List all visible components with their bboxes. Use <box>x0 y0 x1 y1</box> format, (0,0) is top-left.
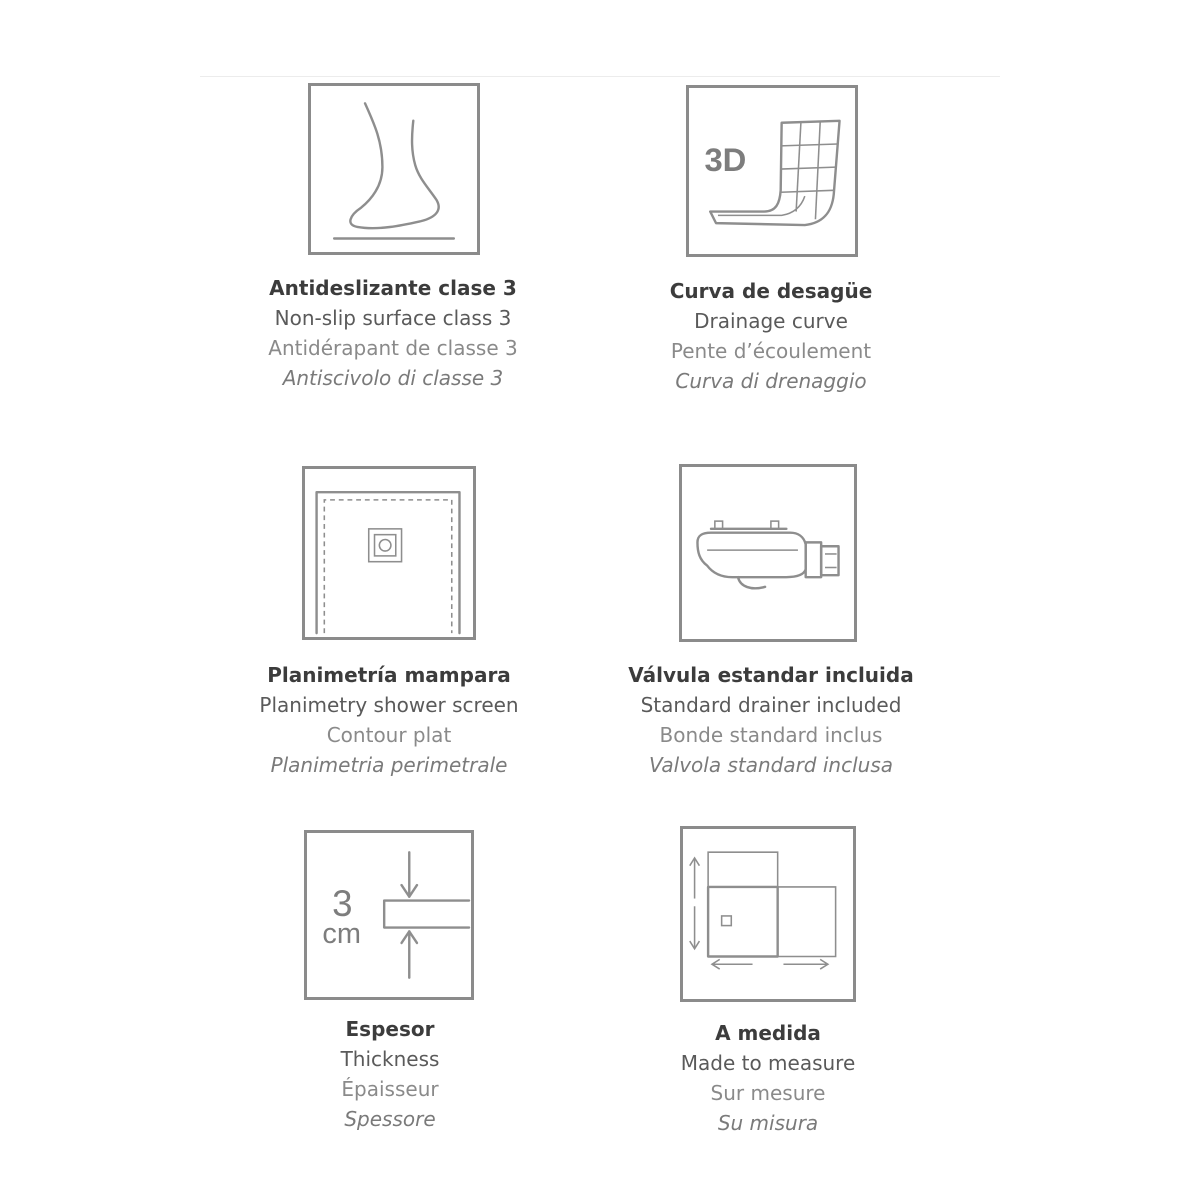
label-en: Drainage curve <box>694 309 848 333</box>
made-to-measure-icon <box>680 826 856 1002</box>
label-en: Planimetry shower screen <box>259 693 519 717</box>
foot-icon <box>308 83 480 255</box>
label-fr: Sur mesure <box>710 1081 826 1105</box>
label-en: Standard drainer included <box>640 693 902 717</box>
label-es: Curva de desagüe <box>669 279 873 303</box>
drainage-curve-3d-icon <box>686 85 858 257</box>
label-it: Curva di drenaggio <box>675 369 867 393</box>
top-divider <box>200 76 1000 77</box>
label-en: Made to measure <box>680 1051 856 1075</box>
thickness-unit: cm <box>322 917 362 950</box>
label-es: Planimetría mampara <box>267 663 511 687</box>
shower-tray-planimetry-icon <box>302 466 476 640</box>
label-it: Spessore <box>344 1107 436 1131</box>
label-fr: Antidérapant de classe 3 <box>268 336 518 360</box>
feature-made-to-measure <box>558 826 978 1146</box>
label-es: Antideslizante clase 3 <box>269 276 517 300</box>
thickness-icon <box>304 830 474 1000</box>
label-fr: Bonde standard inclus <box>659 723 883 747</box>
feature-planimetry <box>179 466 599 786</box>
label-es: Espesor <box>345 1017 435 1041</box>
drain-valve-icon <box>679 464 857 642</box>
feature-antislip <box>183 80 603 400</box>
feature-drain-valve <box>561 464 981 784</box>
label-es: A medida <box>715 1021 821 1045</box>
label-it: Planimetria perimetrale <box>270 753 508 777</box>
label-es: Válvula estandar incluida <box>628 663 914 687</box>
label-fr: Pente d’écoulement <box>670 339 872 363</box>
label-en: Non-slip surface class 3 <box>274 306 512 330</box>
label-it: Valvola standard inclusa <box>648 753 893 777</box>
label-fr: Contour plat <box>326 723 452 747</box>
icon-3d-text: 3D <box>704 141 747 178</box>
thickness-number: 3 <box>332 882 353 924</box>
label-fr: Épaisseur <box>341 1077 439 1101</box>
label-it: Su misura <box>717 1111 819 1135</box>
label-en: Thickness <box>340 1047 440 1071</box>
label-it: Antiscivolo di classe 3 <box>282 366 504 390</box>
feature-thickness <box>180 830 600 1150</box>
feature-drainage-curve <box>561 82 981 402</box>
